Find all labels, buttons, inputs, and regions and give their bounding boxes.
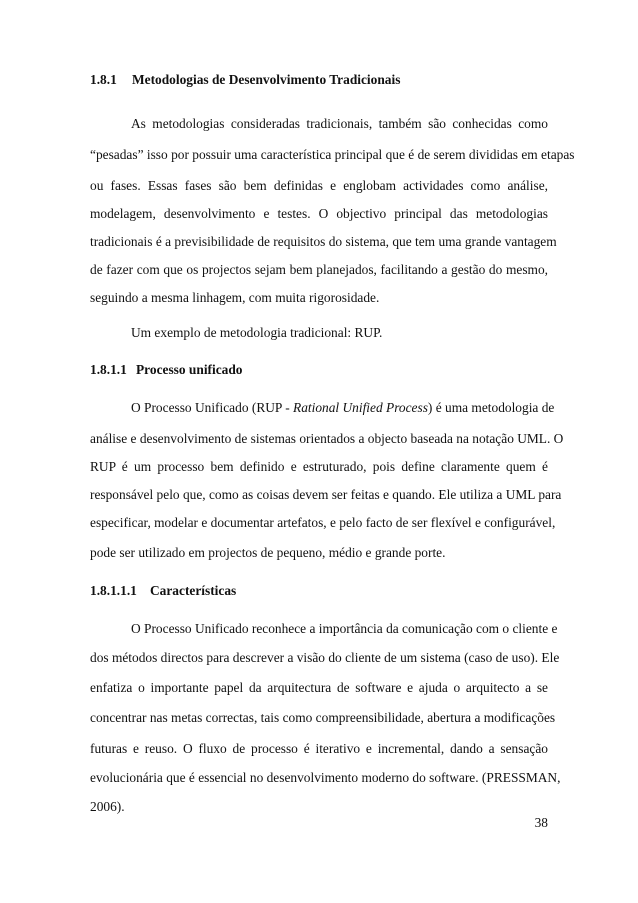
section-title: Metodologias de Desenvolvimento Tradicionais: [132, 72, 401, 87]
paragraph-line: seguindo a mesma linhagem, com muita rigorosidade.: [90, 290, 380, 305]
section-title: Processo unificado: [136, 362, 243, 377]
section-number: 1.8.1: [90, 72, 117, 87]
paragraph-line: responsável pelo que, como as coisas devem ser feitas e quando. Ele utiliza a UML para: [90, 487, 562, 502]
paragraph-line: modelagem, desenvolvimento e testes. O objectivo principal das metodologias: [90, 206, 548, 221]
paragraph-line: futuras e reuso. O fluxo de processo é iterativo e incremental, dando a sensação: [90, 741, 548, 756]
paragraph-line: pode ser utilizado em projectos de pequeno, médio e grande porte.: [90, 545, 446, 560]
section-title: Características: [150, 583, 237, 598]
paragraph-line: análise e desenvolvimento de sistemas orientados a objecto baseada na notação UML. O: [90, 431, 564, 446]
paragraph-line: ou fases. Essas fases são bem definidas e englobam actividades como análise,: [90, 178, 548, 193]
paragraph-line: RUP é um processo bem definido e estruturado, pois define claramente quem é: [90, 459, 548, 474]
paragraph-line: dos métodos directos para descrever a visão do cliente de um sistema (caso de uso). Ele: [90, 650, 560, 665]
paragraph-line: [131, 400, 555, 416]
paragraph-line: O Processo Unificado reconhece a importância da comunicação com o cliente e: [131, 621, 558, 636]
italic-text-run: Rational Unified Process: [293, 400, 428, 415]
paragraph-line: evolucionária que é essencial no desenvolvimento moderno do software. (PRESSMAN,: [90, 770, 561, 785]
section-number: 1.8.1.1: [90, 362, 127, 377]
paragraph-line: As metodologias consideradas tradicionais, também são conhecidas como: [131, 116, 548, 131]
paragraph-line: Um exemplo de metodologia tradicional: RUP.: [131, 325, 383, 340]
paragraph-line: tradicionais é a previsibilidade de requisitos do sistema, que tem uma grande vantagem: [90, 234, 557, 249]
section-heading-1-8-1-1-1: [90, 583, 236, 599]
text-run: O Processo Unificado (RUP -: [131, 400, 294, 415]
page-number: 38: [534, 815, 548, 830]
paragraph-line: 2006).: [90, 799, 125, 814]
paragraph-line: enfatiza o importante papel da arquitectura de software e ajuda o arquitecto a se: [90, 680, 548, 695]
paragraph-line: de fazer com que os projectos sejam bem planejados, facilitando a gestão do mesmo,: [90, 262, 548, 277]
paragraph-line: “pesadas” isso por possuir uma característica principal que é de serem divididas em etapas: [90, 147, 575, 162]
text-run: ) é uma metodologia de: [427, 400, 555, 415]
paragraph-line: especificar, modelar e documentar artefatos, e pelo facto de ser flexível e configurável,: [90, 515, 556, 530]
section-number: 1.8.1.1.1: [90, 583, 137, 598]
paragraph-line: concentrar nas metas correctas, tais como compreensibilidade, abertura a modificações: [90, 710, 556, 725]
section-heading-1-8-1-1: [90, 362, 243, 378]
section-heading-1-8-1: [90, 72, 400, 88]
